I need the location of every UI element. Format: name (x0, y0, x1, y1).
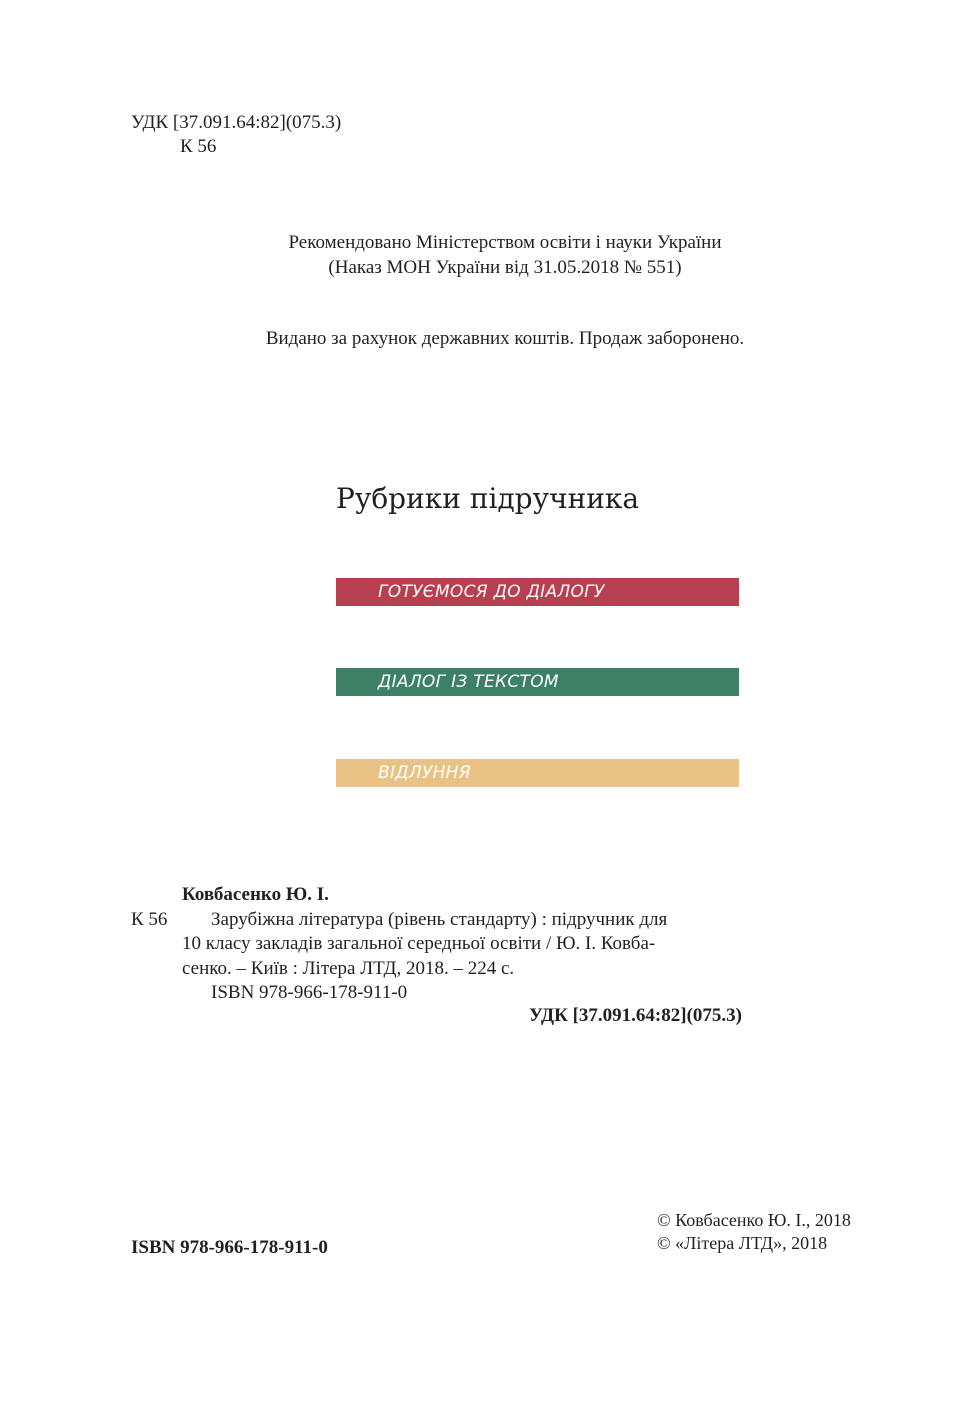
recommendation-line-1: Рекомендовано Міністерством освіти і науки України (288, 232, 722, 253)
rubrics-title: Рубрики підручника (336, 482, 640, 515)
biblio-udk: УДК [37.091.64:82](075.3) (528, 1005, 742, 1026)
copyright-author: © Ковбасенко Ю. І., 2018 (657, 1210, 851, 1230)
author-code-header: К 56 (180, 136, 217, 157)
biblio-line-2: 10 класу закладів загальної середньої освіти / Ю. І. Ковба- (182, 933, 656, 954)
rubric-bar-echo (336, 759, 739, 787)
rubric-label: ВІДЛУННЯ (378, 763, 471, 783)
footer-isbn: ISBN 978-966-178-911-0 (131, 1237, 328, 1258)
rubric-label: ГОТУЄМОСЯ ДО ДІАЛОГУ (378, 582, 605, 602)
biblio-isbn: ISBN 978-966-178-911-0 (211, 982, 408, 1003)
biblio-line-1: Зарубіжна література (рівень стандарту) : підручник для (211, 909, 668, 930)
rubric-bar-preparing-dialogue (336, 578, 739, 606)
udk-header: УДК [37.091.64:82](075.3) (131, 112, 342, 133)
biblio-code: К 56 (131, 909, 168, 930)
recommendation-line-2: (Наказ МОН України від 31.05.2018 № 551) (328, 257, 682, 278)
biblio-line-3: сенко. – Київ : Літера ЛТД, 2018. – 224 с. (182, 958, 515, 979)
issued-note: Видано за рахунок державних коштів. Продаж заборонено. (265, 328, 745, 349)
rubric-bar-dialogue-with-text (336, 668, 739, 696)
copyright-publisher: © «Літера ЛТД», 2018 (657, 1233, 828, 1253)
biblio-author: Ковбасенко Ю. І. (182, 884, 329, 905)
rubric-label: ДІАЛОГ ІЗ ТЕКСТОМ (378, 672, 559, 692)
